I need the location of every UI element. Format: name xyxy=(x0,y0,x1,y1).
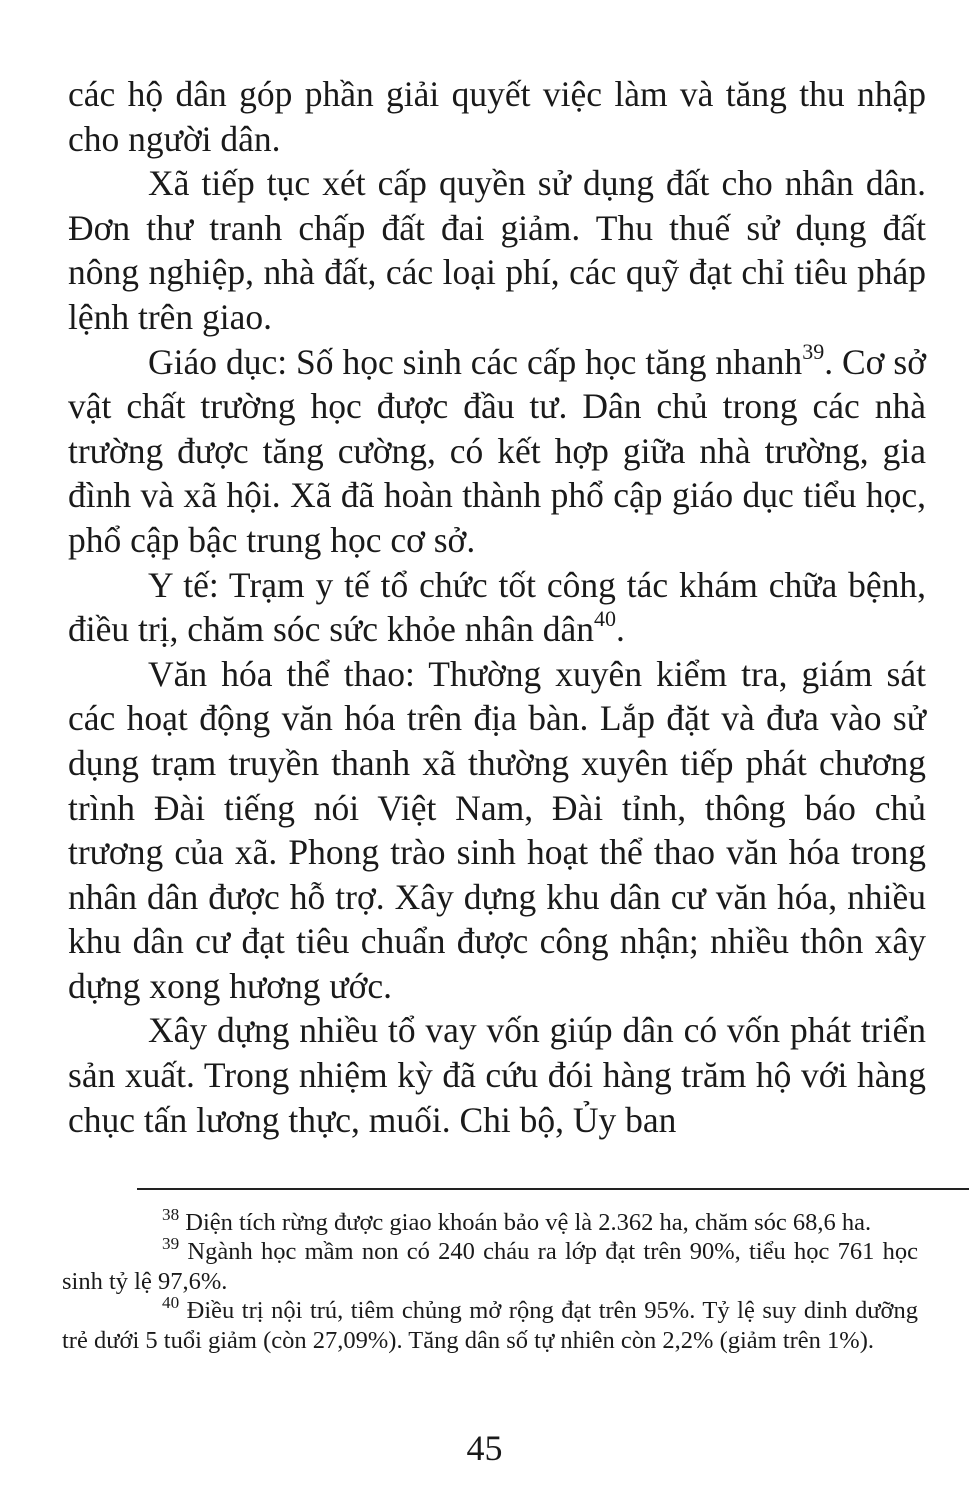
footnote-number: 38 xyxy=(162,1205,180,1224)
footnote-38 xyxy=(62,1205,918,1237)
footnote-ref-40: 40 xyxy=(593,606,616,632)
paragraph-4 xyxy=(68,563,926,652)
footnote-number: 40 xyxy=(162,1293,180,1313)
paragraph-3 xyxy=(68,340,926,563)
body-text xyxy=(68,72,926,1142)
paragraph-2: Xã tiếp tục xét cấp quyền sử dụng đất cho nhân dân. Đơn thư tranh chấp đất đai giảm. Thu thuế sử dụng đất nông nghiệp, nhà đất, các loại phí, các quỹ đạt chỉ tiêu pháp lệnh trên giao. xyxy=(68,163,926,337)
page-number: 45 xyxy=(466,1428,503,1468)
footnote-text: Ngành học mầm non có 240 cháu ra lớp đạt trên 90%, tiểu học 761 học sinh tỷ lệ 97,6%. xyxy=(62,1238,918,1295)
footnote-ref-39: 39 xyxy=(802,338,825,364)
footnote-40 xyxy=(62,1293,918,1355)
paragraph-1: các hộ dân góp phần giải quyết việc làm và tăng thu nhập cho người dân. xyxy=(68,74,926,159)
paragraph-3-text: Giáo dục: Số học sinh các cấp học tăng nhanh xyxy=(148,341,803,382)
paragraph-4-text: Y tế: Trạm y tế tổ chức tốt công tác khám chữa bệnh, điều trị, chăm sóc sức khỏe nhân dân xyxy=(68,564,926,650)
footnotes xyxy=(62,1205,918,1355)
footnote-text: Diện tích rừng được giao khoán bảo vệ là 2.362 ha, chăm sóc 68,6 ha. xyxy=(179,1209,872,1236)
footnote-divider xyxy=(137,1188,969,1190)
footnote-text: Điều trị nội trú, tiêm chủng mở rộng đạt trên 95%. Tỷ lệ suy dinh dưỡng trẻ dưới 5 tuổi giảm (còn 27,09%). Tăng dân số tự nhiên còn 2,2% (giảm trên 1%). xyxy=(62,1297,918,1354)
footnote-39 xyxy=(62,1234,918,1296)
paragraph-3-tail: . Cơ sở vật chất trường học được đầu tư. Dân chủ trong các nhà trường được tăng cường, có kết hợp giữa nhà trường, gia đình và xã hội. Xã đã hoàn thành phổ cập giáo dục tiểu học, phổ cập bậc trung học cơ sở. xyxy=(68,341,926,560)
paragraph-4-tail: . xyxy=(615,609,625,650)
paragraph-5: Văn hóa thể thao: Thường xuyên kiểm tra, giám sát các hoạt động văn hóa trên địa bàn. Lắp đặt và đưa vào sử dụng trạm truyền thanh xã thường xuyên tiếp phát chương trình Đài tiếng nói Việt Nam, Đài tỉnh, thông báo chủ trương của xã. Phong trào sinh hoạt thể thao văn hóa trong nhân dân được hỗ trợ. Xây dựng khu dân cư văn hóa, nhiều khu dân cư đạt tiêu chuẩn được công nhận; nhiều thôn xây dựng xong hương ước. xyxy=(68,653,926,1006)
paragraph-6: Xây dựng nhiều tổ vay vốn giúp dân có vốn phát triển sản xuất. Trong nhiệm kỳ đã cứu đói hàng trăm hộ với hàng chục tấn lương thực, muối. Chi bộ, Ủy ban xyxy=(68,1010,926,1140)
footnote-number: 39 xyxy=(162,1234,180,1254)
